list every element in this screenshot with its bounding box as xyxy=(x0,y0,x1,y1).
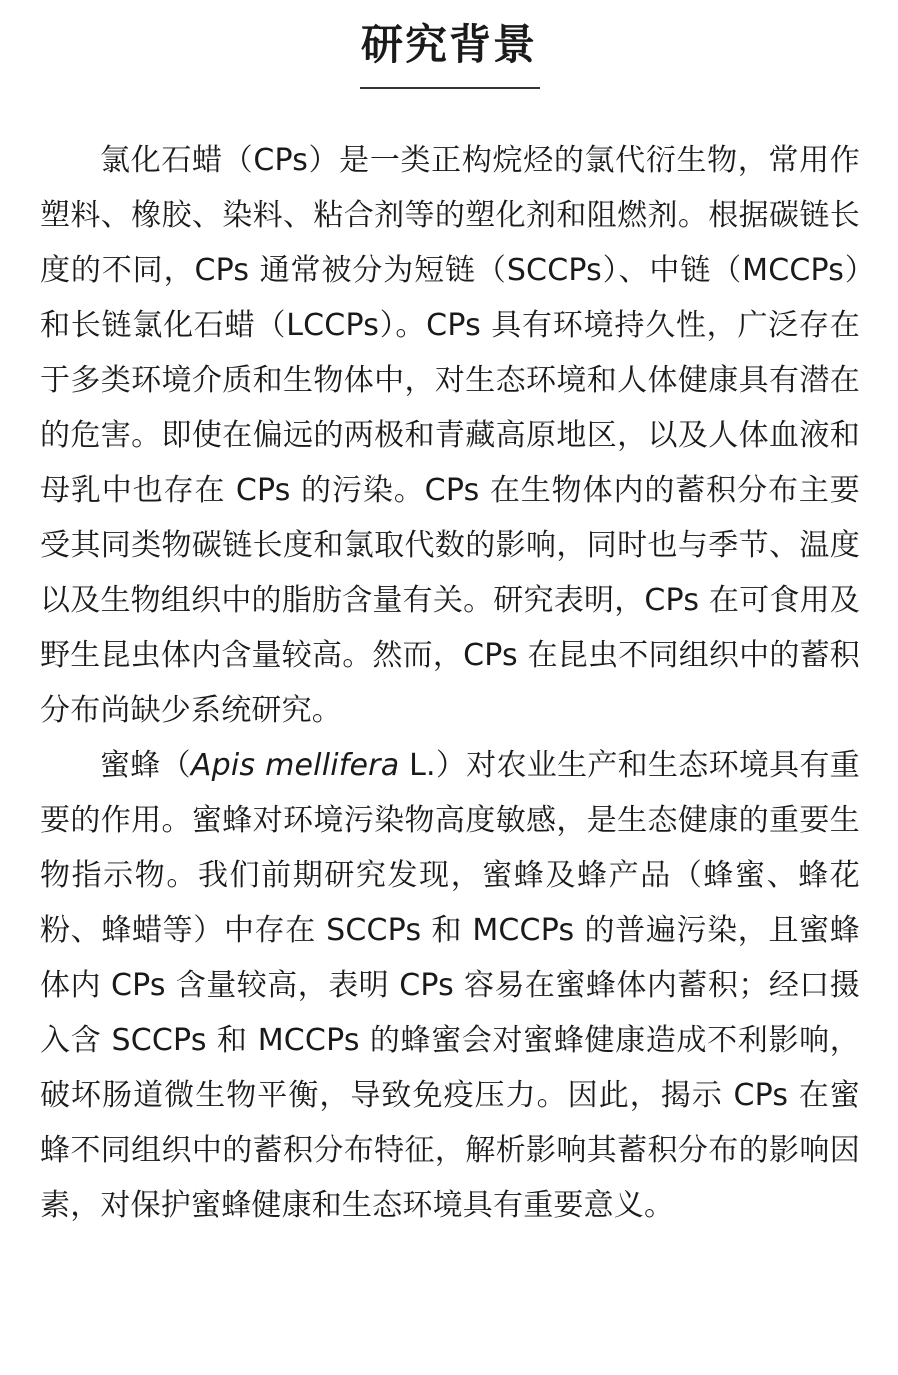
paragraph-honeybee xyxy=(40,738,860,1233)
paragraph-honeybee-prefix: 蜜蜂（ xyxy=(100,748,191,783)
species-name: Apis mellifera xyxy=(190,748,400,783)
paragraph-honeybee-body: L.）对农业生产和生态环境具有重要的作用。蜜蜂对环境污染物高度敏感，是生态健康的重要生物指示物。我们前期研究发现，蜜蜂及蜂产品（蜂蜜、蜂花粉、蜂蜡等）中存在 SCCPs 和 MCCPs 的普遍污染，且蜜蜂体内 CPs 含量较高，表明 CPs 容易在蜜蜂体内蓄积；经口摄入含 SCCPs 和 MCCPs 的蜂蜜会对蜜蜂健康造成不利影响，破坏肠道微生物平衡，导致免疫压力。因此，揭示 CPs 在蜜蜂不同组织中的蓄积分布特征，解析影响其蓄积分布的影响因素，对保护蜜蜂健康和生态环境具有重要意义。 xyxy=(40,748,860,1223)
title-underline xyxy=(360,87,540,89)
page-title: 研究背景 xyxy=(360,20,537,69)
paragraph-chlorinated-paraffins: 氯化石蜡（CPs）是一类正构烷烃的氯代衍生物，常用作塑料、橡胶、染料、粘合剂等的塑化剂和阻燃剂。根据碳链长度的不同，CPs 通常被分为短链（SCCPs）、中链（MCCPs）和长链氯化石蜡（LCCPs）。CPs 具有环境持久性，广泛存在于多类环境介质和生物体中，对生态环境和人体健康具有潜在的危害。即使在偏远的两极和青藏高原地区，以及人体血液和母乳中也存在 CPs 的污染。CPs 在生物体内的蓄积分布主要受其同类物碳链长度和氯取代数的影响，同时也与季节、温度以及生物组织中的脂肪含量有关。研究表明，CPs 在可食用及野生昆虫体内含量较高。然而，CPs 在昆虫不同组织中的蓄积分布尚缺少系统研究。 xyxy=(40,143,860,728)
article-body xyxy=(40,133,860,1233)
